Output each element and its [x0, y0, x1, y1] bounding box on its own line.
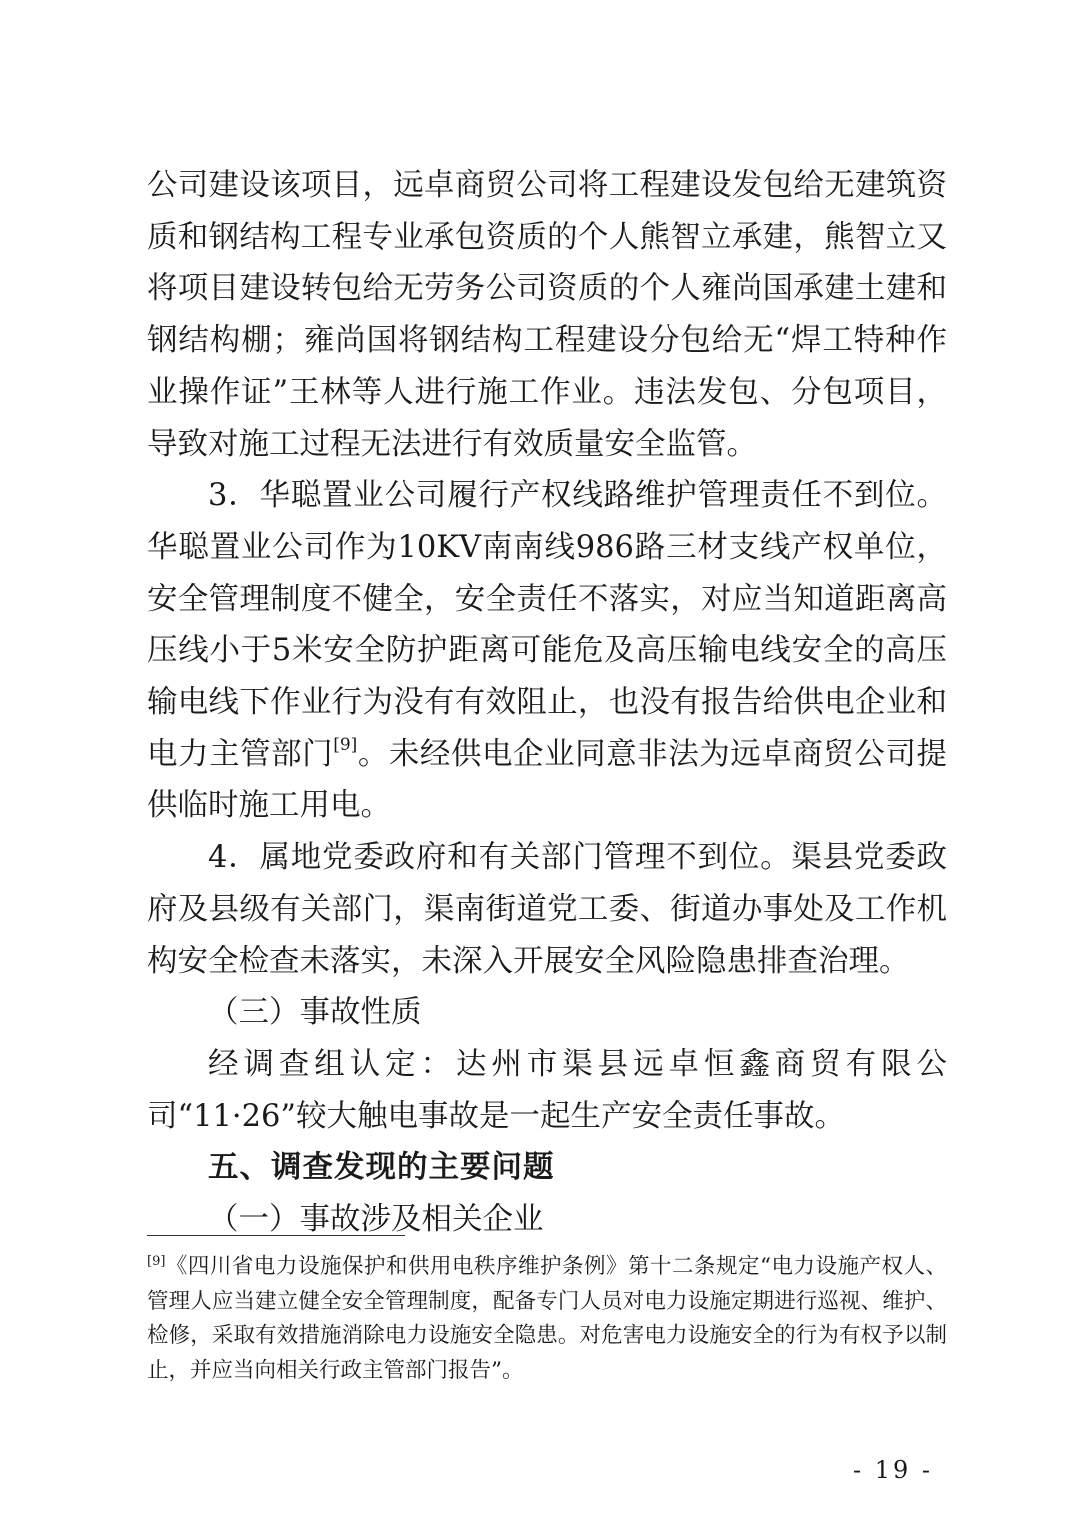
- footnote-text: 《四川省电力设施保护和供用电秩序维护条例》第十二条规定“电力设施产权人、管理人应当建立健全安全管理制度，配备专门人员对电力设施定期进行巡视、维护、检修，采取有效措施消除电力设施安全隐患。对危害电力设施安全的行为有权予以制止，并应当向相关行政主管部门报告”。: [147, 1254, 947, 1383]
- footnote: [147, 1250, 947, 1388]
- paragraph-contracting-violation: 公司建设该项目，远卓商贸公司将工程建设发包给无建筑资质和钢结构工程专业承包资质的个人熊智立承建，熊智立又将项目建设转包给无劳务公司资质的个人雍尚国承建土建和钢结构棚；雍尚国将钢结构工程建设分包给无“焊工特种作业操作证”王林等人进行施工作业。违法发包、分包项目，导致对施工过程无法进行有效质量安全监管。: [147, 168, 947, 462]
- subheading-related-enterprises: （一）事故涉及相关企业: [208, 1202, 544, 1238]
- subheading-accident-nature: （三）事故性质: [208, 995, 422, 1031]
- body-text: [147, 160, 947, 1246]
- paragraph-accident-determination: 经调查组认定：达州市渠县远卓恒鑫商贸有限公司“11·26”较大触电事故是一起生产安全责任事故。: [147, 1046, 947, 1134]
- footnote-divider: [147, 1235, 405, 1236]
- paragraph-text-continued: 。未经供电企业同意非法为远卓商贸公司提供临时施工用电。: [147, 736, 948, 824]
- paragraph-huacong-responsibility: [147, 470, 947, 832]
- paragraph-text: 3．华聪置业公司履行产权线路维护管理责任不到位。华聪置业公司作为10KV南南线986路三材支线产权单位，安全管理制度不健全，安全责任不落实，对应当知道距离高压线小于5米安全防护距离可能危及高压输电线安全的高压输电线下作业行为没有有效阻止，也没有报告给供电企业和电力主管部门: [147, 478, 947, 772]
- footnote-marker: [9]: [147, 1254, 166, 1269]
- footnote-reference: [9]: [333, 734, 358, 755]
- section-heading-main-problems: 五、调查发现的主要问题: [208, 1150, 555, 1186]
- page-number: - 19 -: [852, 1456, 933, 1484]
- paragraph-local-government: 4．属地党委政府和有关部门管理不到位。渠县党委政府及县级有关部门，渠南街道党工委、街道办事处及工作机构安全检查未落实，未深入开展安全风险隐患排查治理。: [147, 840, 947, 979]
